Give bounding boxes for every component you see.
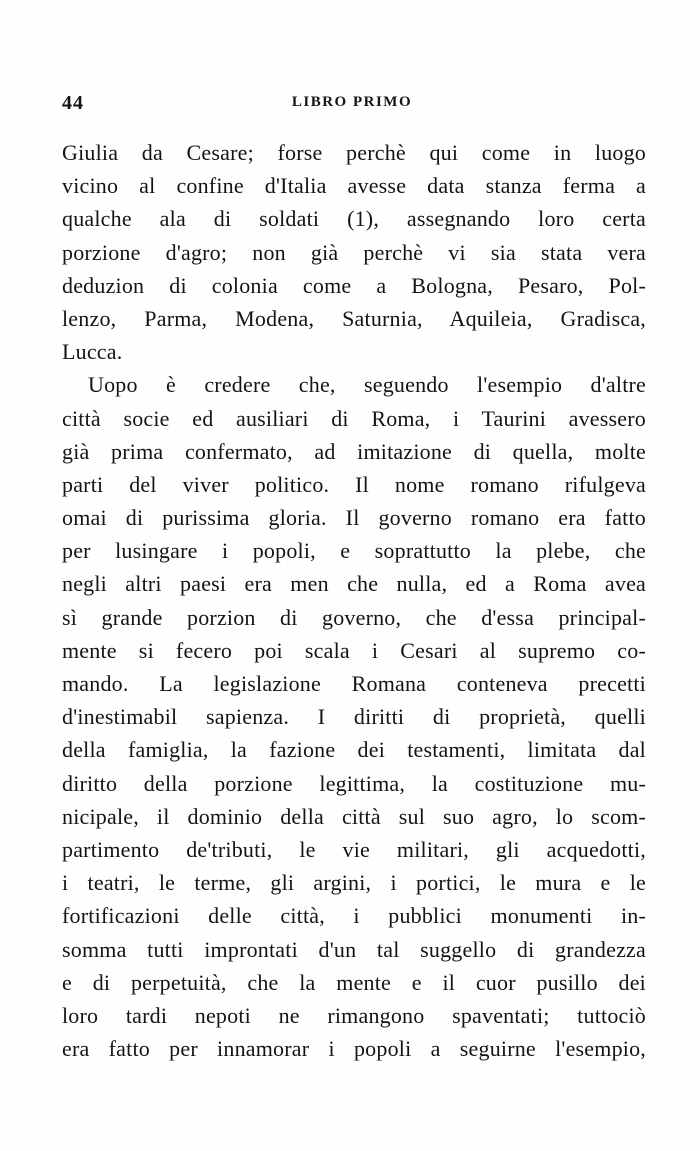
text-line: per lusingare i popoli, e soprattutto la plebe, che bbox=[62, 538, 646, 564]
text-line: porzione d'agro; non già perchè vi sia stata vera bbox=[62, 239, 646, 265]
text-line: mente si fecero poi scala i Cesari al supremo co- bbox=[62, 637, 646, 663]
text-line: i teatri, le terme, gli argini, i portici, le mura e le bbox=[62, 870, 646, 896]
page-header bbox=[62, 92, 642, 118]
running-title: LIBRO PRIMO bbox=[291, 94, 413, 110]
body-text bbox=[62, 136, 646, 1065]
text-line: omai di purissima gloria. Il governo romano era fatto bbox=[62, 505, 646, 531]
text-line: era fatto per innamorar i popoli a seguirne l'esempio, bbox=[62, 1036, 646, 1062]
text-line: vicino al confine d'Italia avesse data stanza ferma a bbox=[62, 173, 646, 199]
text-line: fortificazioni delle città, i pubblici monumenti in- bbox=[62, 903, 646, 929]
text-line: della famiglia, la fazione dei testamenti, limitata dal bbox=[62, 737, 646, 763]
text-line: somma tutti improntati d'un tal suggello di grandezza bbox=[62, 936, 646, 962]
text-line: qualche ala di soldati (1), assegnando loro certa bbox=[62, 206, 646, 232]
text-line: Giulia da Cesare; forse perchè qui come in luogo bbox=[62, 140, 646, 165]
text-line: mando. La legislazione Romana conteneva precetti bbox=[62, 671, 646, 696]
text-line: deduzion di colonia come a Bologna, Pesaro, Pol- bbox=[62, 272, 646, 298]
text-line: già prima confermato, ad imitazione di quella, molte bbox=[62, 438, 646, 464]
text-line: loro tardi nepoti ne rimangono spaventati; tuttociò bbox=[62, 1002, 646, 1028]
text-line: città socie ed ausiliari di Roma, i Taurini avessero bbox=[62, 405, 646, 431]
text-line: Uopo è credere che, seguendo l'esempio d'altre bbox=[88, 372, 646, 398]
text-line: nicipale, il dominio della città sul suo agro, lo scom- bbox=[62, 803, 646, 829]
text-line: sì grande porzion di governo, che d'essa principal- bbox=[62, 604, 646, 630]
text-line: partimento de'tributi, le vie militari, gli acquedotti, bbox=[62, 836, 646, 862]
page-number: 44 bbox=[62, 92, 84, 114]
text-line: Lucca. bbox=[62, 339, 123, 365]
text-line: lenzo, Parma, Modena, Saturnia, Aquileia, Gradisca, bbox=[62, 305, 646, 331]
paragraph bbox=[62, 368, 646, 1065]
text-line: diritto della porzione legittima, la costituzione mu- bbox=[62, 770, 646, 796]
text-line: e di perpetuità, che la mente e il cuor pusillo dei bbox=[62, 969, 646, 995]
text-line: d'inestimabil sapienza. I diritti di proprietà, quelli bbox=[62, 704, 646, 730]
paragraph bbox=[62, 136, 646, 368]
text-line: parti del viver politico. Il nome romano rifulgeva bbox=[62, 471, 646, 497]
text-line: negli altri paesi era men che nulla, ed a Roma avea bbox=[62, 571, 646, 597]
